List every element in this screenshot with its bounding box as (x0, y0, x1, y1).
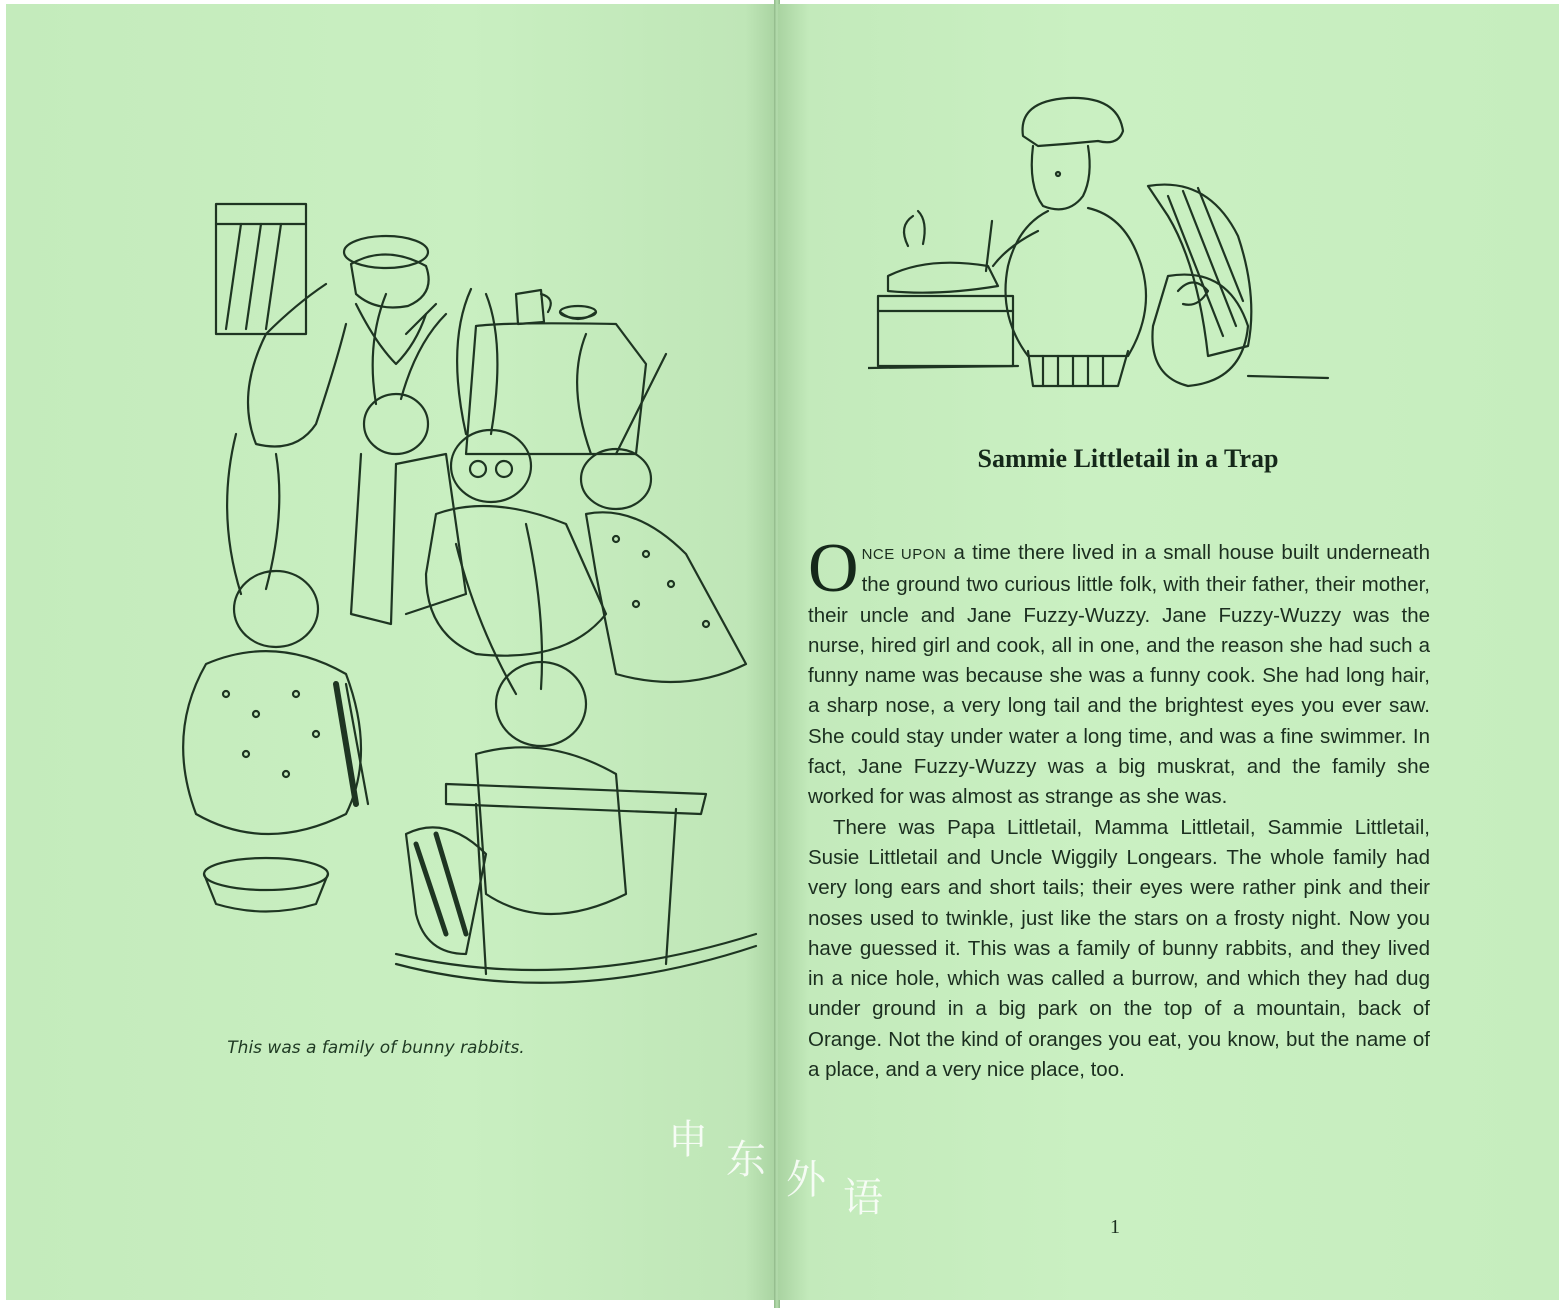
watermark (668, 1108, 918, 1221)
rabbit-family-illustration (146, 194, 766, 1014)
story-text (808, 530, 1430, 1085)
paragraph-2: There was Papa Littletail, Mamma Littletail, Sammie Littletail, Susie Littletail and Uncle Wiggily Longears. The whole family had very long ears and short tails; their eyes were rather pink and their noses used to twinkle, just like the stars on a frosty night. Now you have guessed it. This was a family of bunny rabbits, and they lived in a nice hole, which was called a burrow, and which they had dug under ground in a big park on the top of a mountain, back of Orange. Not the kind of oranges you eat, you know, but the name of a place, and a very nice place, too. (808, 815, 1430, 1082)
muskrat-cook-illustration (868, 96, 1348, 396)
page-number: 1 (1110, 1216, 1120, 1238)
watermark-char-4: 语 (843, 1175, 883, 1221)
watermark-char-3: 外 (786, 1157, 826, 1203)
right-page (778, 4, 1559, 1300)
opening-small-caps: NCE UPON (861, 546, 947, 563)
chapter-title: Sammie Littletail in a Trap (977, 444, 1279, 473)
illustration-caption: This was a family of bunny rabbits. (227, 1038, 525, 1058)
watermark-char-2: 东 (726, 1137, 766, 1183)
paragraph-1 (808, 530, 1430, 813)
drop-cap: O (808, 530, 859, 607)
watermark-char-1: 申 (668, 1117, 708, 1163)
left-page (6, 4, 776, 1300)
paragraph-1-text: a time there lived in a small house built underneath the ground two curious little folk, with their father, their mother, their uncle and Jane Fuzzy-Wuzzy. Jane Fuzzy-Wuzzy was the nurse, hired girl and cook, all in one, and the reason she had such a funny name was because she was a funny cook. She had long hair, a sharp nose, a very long tail and the brightest eyes you ever saw. She could stay under water a long time, and was a fine swimmer. In fact, Jane Fuzzy-Wuzzy was a big muskrat, and the family she worked for was almost as strange as she was. (808, 541, 1430, 809)
